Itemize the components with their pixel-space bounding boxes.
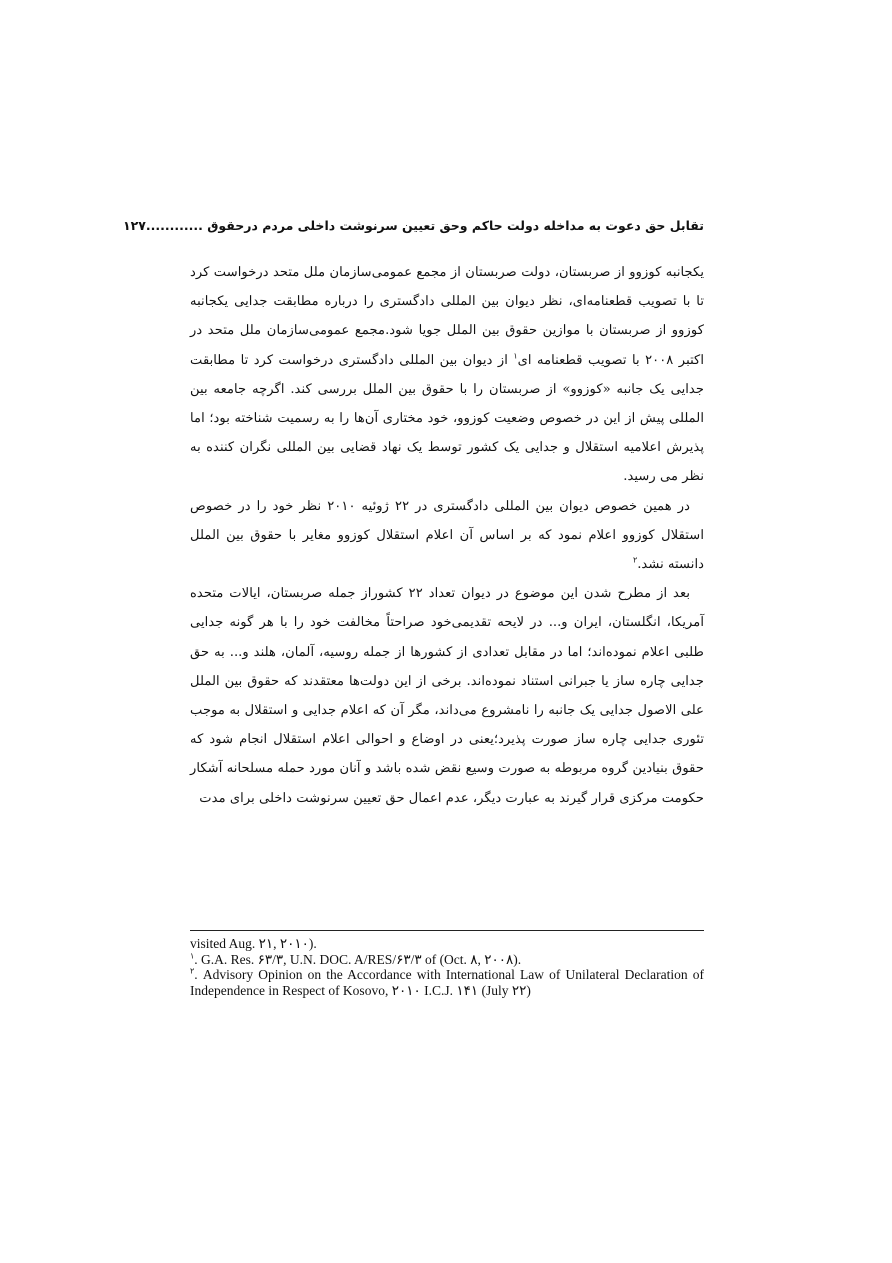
footnotes: [190, 936, 704, 998]
paragraph-1-text: یکجانبه کوزوو از صربستان، دولت صربستان از مجمع عمومی‌سازمان ملل متحد درخواست کرد تا با تصویب قطعنامه‌ای، نظر دیوان بین المللی دادگستری را درباره مطابقت جدایی یکجانبه کوزوو از صربستان با موازین حقوق بین الملل جویا شود.مجمع عمومی‌سازمان ملل متحد در اکتبر ۲۰۰۸ با تصویب قطعنامه ای: [190, 265, 704, 368]
footnote-2-mark: ۲: [190, 966, 195, 976]
running-header: تقابل حق دعوت به مداخله دولت حاکم وحق تعیین سرنوشت داخلی مردم درحقوق ............۱۲۷: [123, 218, 704, 233]
body-text: [190, 258, 704, 813]
paragraph-1: [190, 258, 704, 492]
footnote-ref-1: ۱: [513, 351, 518, 361]
footnote-1: [190, 952, 704, 968]
footnote-1-text: . G.A. Res. ۶۳/۳, U.N. DOC. A/RES/۶۳/۳ of (Oct. ۸, ۲۰۰۸).: [194, 951, 522, 967]
footnote-separator: [190, 930, 704, 931]
paragraph-2-text: در همین خصوص دیوان بین المللی دادگستری در ۲۲ ژوئیه ۲۰۱۰ نظر خود را در خصوص استقلال کوزوو اعلام نمود که بر اساس آن اعلام استقلال کوزوو مغایر با حقوق بین الملل دانسته نشد.: [190, 498, 704, 573]
paragraph-3: [190, 579, 704, 813]
footnote-1-mark: ۱: [190, 951, 195, 961]
footnote-2-text: . Advisory Opinion on the Accordance with International Law of Unilateral Declaration of Independence in Respect of Kosovo, ۲۰۱۰ I.C.J. ۱۴۱ (July ۲۲): [190, 967, 704, 998]
footnote-continuation: visited Aug. ۲۱, ۲۰۱۰).: [190, 936, 317, 951]
footnote-2: [190, 967, 704, 998]
paragraph-1-continued: از دیوان بین المللی دادگستری درخواست کرد تا مطابقت جدایی یک جانبه «کوزوو» از صربستان را با حقوق بین الملل بررسی کند. اگرچه جامعه بین المللی پیش از این در خصوص وضعیت کوزوو، خود مختاری آن‌ها را به رسمیت شناخته بود؛ اما پذیرش اعلامیه استقلال و جدایی یک کشور توسط یک نهاد قضایی بین المللی نگران کننده به نظر می رسید.: [190, 352, 704, 485]
paragraph-3-text: بعد از مطرح شدن این موضوع در دیوان تعداد ۲۲ کشوراز جمله صربستان، ایالات متحده آمریکا، انگلستان، ایران و... در لایحه تقدیمی‌خود صراحتاً مخالفت خود را با هر گونه جدایی طلبی اعلام نموده‌اند؛ اما در مقابل تعدادی از کشورها از جمله روسیه، آلمان، هلند و... به حق جدایی چاره ساز یا جبرانی استناد نموده‌اند. برخی از این دولت‌ها معتقدند که حقوق بین الملل علی الاصول جدایی یک جانبه را نامشروع می‌داند، مگر آن که اعلام جدایی و استقلال به موجب تئوری جدایی چاره ساز صورت پذیرد؛یعنی در اوضاع و احوالی اعلام استقلال انجام شود که حقوق بنیادین گروه مربوطه به صورت وسیع نقض شده باشد و آنان مورد حمله مسلحانه آشکار حکومت مرکزی قرار گیرند به عبارت دیگر، عدم اعمال حق تعیین سرنوشت داخلی برای مدت: [190, 586, 704, 806]
footnote-ref-2: ۲: [632, 555, 638, 565]
paragraph-2: [190, 492, 704, 580]
